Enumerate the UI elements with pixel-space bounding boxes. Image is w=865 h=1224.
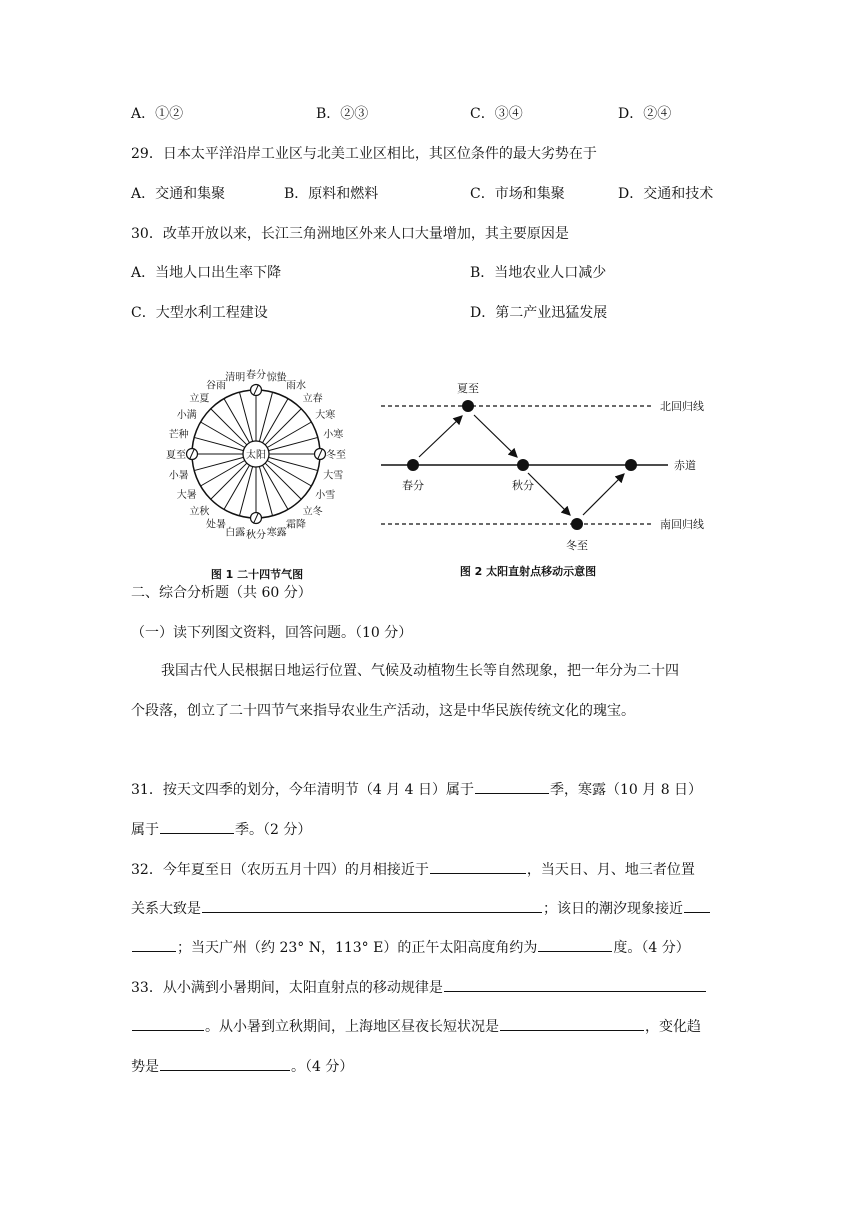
- fig1-spoke: [211, 409, 247, 445]
- fig1-term-label: 小暑: [168, 470, 189, 482]
- q31-blank-1[interactable]: [475, 779, 549, 794]
- fig1-spoke: [265, 463, 301, 499]
- fig2-point-summer-solstice: [462, 400, 474, 412]
- q32-line-1: [131, 859, 695, 880]
- q32-line-3: [131, 937, 690, 958]
- q32-blank-3a[interactable]: [684, 898, 710, 913]
- q32-text-1: 32．今年夏至日（农历五月十四）的月相接近于: [131, 862, 429, 878]
- fig2-point-spring-equinox: [407, 459, 419, 471]
- fig1-term-label: 小满: [176, 410, 197, 421]
- fig1-spoke: [224, 465, 250, 509]
- q33-text-3: ，变化趋: [645, 1019, 701, 1035]
- fig1-spoke: [267, 422, 311, 448]
- q32-text-5: ；当天广州（约 23° N，113° E）的正午太阳高度角约为: [177, 940, 538, 956]
- fig1-spoke: [239, 467, 252, 516]
- fig2-arrow-4: [583, 474, 624, 515]
- fig1-term-label: 春分: [246, 370, 266, 381]
- fig1-spoke: [224, 399, 250, 443]
- q30-option-d: D．第二产业迅猛发展: [470, 305, 608, 321]
- fig2-arrow-2: [474, 415, 517, 457]
- q32-text-6: 度。（4 分）: [613, 940, 690, 956]
- q32-text-3: 关系大致是: [131, 901, 201, 917]
- fig2-point-winter-solstice: [571, 518, 583, 530]
- fig2-label-summer-solstice: 夏至: [457, 382, 479, 395]
- fig1-caption: 图 1 二十四节气图: [210, 568, 304, 581]
- fig1-spoke: [267, 461, 311, 487]
- q28-option-a: A．①②: [131, 106, 184, 122]
- q29-option-d: D．交通和技术: [618, 186, 714, 202]
- fig1-term-label: 霜降: [286, 519, 306, 531]
- q30-option-b: B．当地农业人口减少: [470, 265, 607, 281]
- q33-line-2: [131, 1016, 701, 1037]
- fig2-arrow-3: [528, 473, 570, 515]
- q29-option-b: B．原料和燃料: [284, 186, 379, 202]
- fig1-term-label: 秋分: [246, 530, 266, 541]
- fig1-term-label: 立夏: [189, 393, 210, 405]
- fig1-term-label: 立春: [302, 393, 323, 405]
- fig1-spoke: [201, 422, 245, 448]
- q32-text-4: ；该日的潮汐现象接近: [543, 901, 683, 917]
- q31-text-4: 季。（2 分）: [235, 822, 312, 838]
- fig2-point-end: [625, 459, 637, 471]
- q33-blank-1b[interactable]: [132, 1016, 204, 1031]
- fig1-term-label: 夏至: [166, 450, 186, 461]
- fig1-term-label: 大雪: [323, 470, 344, 482]
- q33-text-1: 33．从小满到小暑期间，太阳直射点的移动规律是: [131, 980, 443, 996]
- part1-title: （一）读下列图文资料，回答问题。（10 分）: [131, 625, 413, 641]
- fig1-spoke: [211, 463, 247, 499]
- fig2-label-spring-equinox: 春分: [402, 479, 424, 492]
- q30-stem: 30．改革开放以来，长江三角洲地区外来人口大量增加，其主要原因是: [131, 226, 569, 242]
- fig1-term-label: 立冬: [302, 506, 323, 518]
- fig1-term-label: 惊蛰: [266, 372, 287, 384]
- intro-line-2: 个段落，创立了二十四节气来指导农业生产活动，这是中华民族传统文化的瑰宝。: [131, 703, 635, 719]
- q30-option-c: C．大型水利工程建设: [131, 305, 268, 321]
- fig1-spoke: [194, 457, 243, 470]
- q32-blank-4[interactable]: [538, 937, 612, 952]
- q31-text-2: 季，寒露（10 月 8 日）: [549, 782, 703, 798]
- q33-line-1: [131, 977, 707, 998]
- q29-option-a: A．交通和集聚: [131, 186, 226, 202]
- q32-text-2: ，当天日、月、地三者位置: [526, 862, 695, 878]
- fig2-direct-point-diagram: [378, 375, 708, 585]
- fig1-solar-terms-diagram: [160, 350, 360, 585]
- fig1-term-label: 雨水: [286, 380, 306, 392]
- fig1-term-label: 处暑: [206, 519, 226, 531]
- fig1-term-label: 大寒: [315, 410, 336, 421]
- fig1-spoke: [201, 461, 245, 487]
- fig1-spoke: [263, 465, 289, 509]
- q33-blank-1a[interactable]: [444, 977, 706, 992]
- fig2-point-autumn-equinox: [517, 459, 529, 471]
- fig1-sun-label: 太阳: [246, 450, 266, 461]
- q29-option-c: C．市场和集聚: [470, 186, 565, 202]
- fig2-label-autumn-equinox: 秋分: [512, 479, 534, 492]
- fig1-term-label: 清明: [225, 372, 246, 384]
- fig1-spoke: [265, 409, 301, 445]
- fig1-spoke: [259, 392, 272, 441]
- intro-line-1: 我国古代人民根据日地运行位置、气候及动植物生长等自然现象，把一年分为二十四: [161, 663, 679, 679]
- section2-title: 二、综合分析题（共 60 分）: [131, 585, 312, 601]
- fig2-label-equator: 赤道: [674, 459, 696, 472]
- fig1-term-label: 立秋: [189, 506, 210, 518]
- q33-text-5: 。（4 分）: [291, 1059, 354, 1075]
- fig1-spoke: [239, 392, 252, 441]
- fig1-term-label: 芒种: [168, 429, 189, 441]
- fig2-arrow-1: [419, 416, 462, 457]
- q28-option-d: D．②④: [618, 106, 672, 122]
- q31-text-1: 31．按天文四季的划分，今年清明节（4 月 4 日）属于: [131, 782, 474, 798]
- q31-line-1: [131, 779, 702, 800]
- fig1-term-label: 小雪: [315, 490, 336, 501]
- q32-blank-2[interactable]: [202, 898, 542, 913]
- q33-line-3: [131, 1056, 353, 1077]
- q30-option-a: A．当地人口出生率下降: [131, 265, 282, 281]
- q28-option-b: B．②③: [316, 106, 369, 122]
- q33-text-4: 势是: [131, 1059, 159, 1075]
- fig1-term-label: 白露: [225, 527, 246, 539]
- fig1-spoke: [194, 437, 243, 450]
- fig2-label-tropic-cancer: 北回归线: [660, 400, 704, 413]
- fig1-spoke: [269, 437, 318, 450]
- q31-line-2: [131, 819, 311, 840]
- q33-blank-3[interactable]: [160, 1056, 290, 1071]
- q28-option-c: C．③④: [470, 106, 523, 122]
- q32-line-2: [131, 898, 711, 919]
- fig2-caption: 图 2 太阳直射点移动示意图: [459, 565, 597, 578]
- fig1-term-label: 小寒: [323, 429, 344, 441]
- fig1-term-label: 冬至: [326, 450, 346, 461]
- q31-blank-2[interactable]: [160, 819, 234, 834]
- fig1-spoke: [269, 457, 318, 470]
- q29-stem: 29．日本太平洋沿岸工业区与北美工业区相比，其区位条件的最大劣势在于: [131, 146, 597, 162]
- fig2-label-winter-solstice: 冬至: [566, 539, 588, 552]
- q32-blank-1[interactable]: [430, 859, 526, 874]
- q33-blank-2[interactable]: [500, 1016, 644, 1031]
- q33-text-2: 。从小暑到立秋期间，上海地区昼夜长短状况是: [205, 1019, 499, 1035]
- fig1-term-label: 谷雨: [206, 380, 226, 392]
- fig1-spoke: [263, 399, 289, 443]
- fig1-spoke: [259, 467, 272, 516]
- fig1-term-label: 寒露: [266, 527, 287, 539]
- q32-blank-3b[interactable]: [132, 937, 176, 952]
- fig1-term-label: 大暑: [176, 490, 197, 501]
- fig2-label-tropic-capricorn: 南回归线: [660, 518, 704, 531]
- q31-text-3: 属于: [131, 822, 159, 838]
